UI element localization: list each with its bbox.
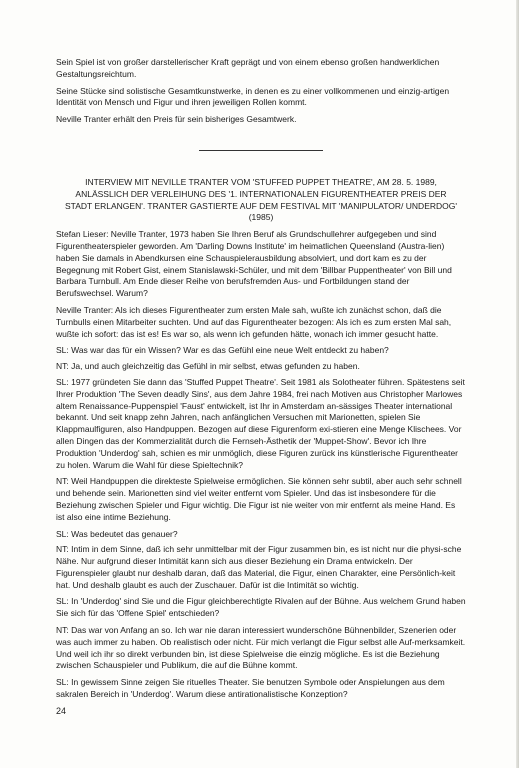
interview-paragraph-5: SL: 1977 gründeten Sie dann das 'Stuffed Puppet Theatre'. Seit 1981 als Solotheater führen. Spätestens seit Ihrer Produktion 'The Seven deadly Sins', aus dem Jahre 1984, frei nach Motiven aus Christopher Marlowes altem Renaissance-Puppenspiel 'Faust' entwickelt, ist Ihr in Amsterdam an-sässiges Theater international bekannt. Und seit knapp zehn Jahren, nach anfänglichen Versuchen mit Marionetten, spielen Sie Klappmaulfiguren, also Handpuppen. Bezogen auf diese Figurenform exi-stieren eine Menge Klischees. Vor allen Dingen das der Kommerzialität durch die Fernseh-Ästhetik der 'Muppet-Show'. Bevor ich Ihre Produktion 'Underdog' sah, schien es mir unmöglich, diese Figuren zurück ins künstlerische Figurentheater zu holen. Warum die Wahl für diese Spieltechnik?: [56, 376, 465, 470]
interview-paragraph-11: SL: In gewissem Sinne zeigen Sie rituelles Theater. Sie benutzen Symbole oder Anspielungen aus dem sakralen Bereich in 'Underdog'. Warum diese antirationalistische Konzeption?: [56, 677, 445, 700]
interview-paragraph-3: SL: Was war das für ein Wissen? War es das Gefühl eine neue Welt entdeckt zu haben?: [56, 345, 389, 356]
interview-paragraph-7: SL: Was bedeutet das genauer?: [56, 528, 178, 539]
page-number: 24: [56, 706, 67, 716]
interview-paragraph-10: NT: Das war von Anfang an so. Ich war nie daran interessiert wunderschöne Bühnenbilder, Szenerien oder was auch immer zu haben. Ob realistisch oder nicht. Für mich verlangt die Figur selbst alle Auf-merksamkeit. Und weil ich ihr so direkt verbunden bin, ist diese Spielweise die einzig mögliche. Es ist die Beziehung zwischen Schauspieler und Publikum, die auf die Bühne kommt.: [56, 625, 466, 671]
interview-heading: INTERVIEW MIT NEVILLE TRANTER VOM 'STUFFED PUPPET THEATRE', AM 28. 5. 1989, ANLÄSSLICH DER VERLEIHUNG DES '1. INTERNATIONALEN FIGURENTHEATER PREIS DER STADT ERLANGEN'. TRANTER GASTIERTE AUF DEM FESTIVAL MIT 'MANIPULATOR/ UNDERDOG' (1985): [65, 176, 457, 223]
interview-paragraph-6: NT: Weil Handpuppen die direkteste Spielweise ermöglichen. Sie können sehr subtil, aber auch sehr schnell und behende sein. Marionetten sind viel weiter entfernt vom Spieler. Und das ist insbesondere für die Beziehung zwischen Spieler und Figur wichtig. Die Figur ist nie weiter von mir entfernt als meine Hand. Es ist also eine intime Beziehung.: [56, 476, 462, 522]
section-divider: [199, 150, 323, 151]
interview-paragraph-1: Stefan Lieser: Neville Tranter, 1973 haben Sie Ihren Beruf als Grundschullehrer aufgegeben und sind Figurentheaterspieler geworden. Am 'Darling Downs Institute' im heimatlichen Queensland (Austra-lien) haben Sie damals in Abendkursen eine Schauspielerausbildung absolviert, und dort kam es zu der Begegnung mit Robert Gist, einem Stanislawski-Schüler, und mit dem 'Billbar Puppentheater' von Bill und Barbara Turnbull. Am Ende dieser Reihe von berufsfremden Aus- und Fortbildungen stand der Berufswechsel. Warum?: [56, 229, 452, 299]
page-content: [56, 57, 466, 706]
interview-paragraph-8: NT: Intim in dem Sinne, daß ich sehr unmittelbar mit der Figur zusammen bin, es ist nicht nur die physi-sche Nähe. Nur aufgrund dieser Intimität kann sich aus dieser Beziehung ein Drama entwickeln. Der Figurenspieler glaubt nur deshalb daran, daß das Material, die Figur, einen Charakter, eine Persönlich-keit hat. Und deshalb glaubt es auch der Zuschauer. Dafür ist die Intimität so wichtig.: [56, 544, 462, 590]
interview-paragraph-4: NT: Ja, und auch gleichzeitig das Gefühl in mir selbst, etwas gefunden zu haben.: [56, 361, 360, 372]
intro-paragraph-1: Sein Spiel ist von großer darstellerischer Kraft geprägt und von einem ebenso großen handwerklichen Gestaltungsreichtum.: [56, 57, 440, 79]
interview-paragraph-9: SL: In 'Underdog' sind Sie und die Figur gleichberechtigte Rivalen auf der Bühne. Aus welchem Grund haben Sie sich für das 'Offene Spiel' entschieden?: [56, 596, 466, 619]
interview-paragraph-2: Neville Tranter: Als ich dieses Figurentheater zum ersten Male sah, wußte ich zunächst schon, daß die Turnbulls einen Mitarbeiter suchten. Und auf das Figurentheater bezogen: Als ich es zum ersten Mal sah, wußte ich sofort: das ist es! Es war so, als wenn ich gefunden hätte, wonach ich immer gesucht hatte.: [56, 304, 452, 339]
intro-paragraph-3: Neville Tranter erhält den Preis für sein bisheriges Gesamtwerk.: [56, 114, 297, 125]
intro-paragraph-2: Seine Stücke sind solistische Gesamtkunstwerke, in denen es zu einer vollkommenen und einzig-artigen Identität von Mensch und Figur und ihren jeweiligen Rollen kommt.: [56, 85, 450, 108]
